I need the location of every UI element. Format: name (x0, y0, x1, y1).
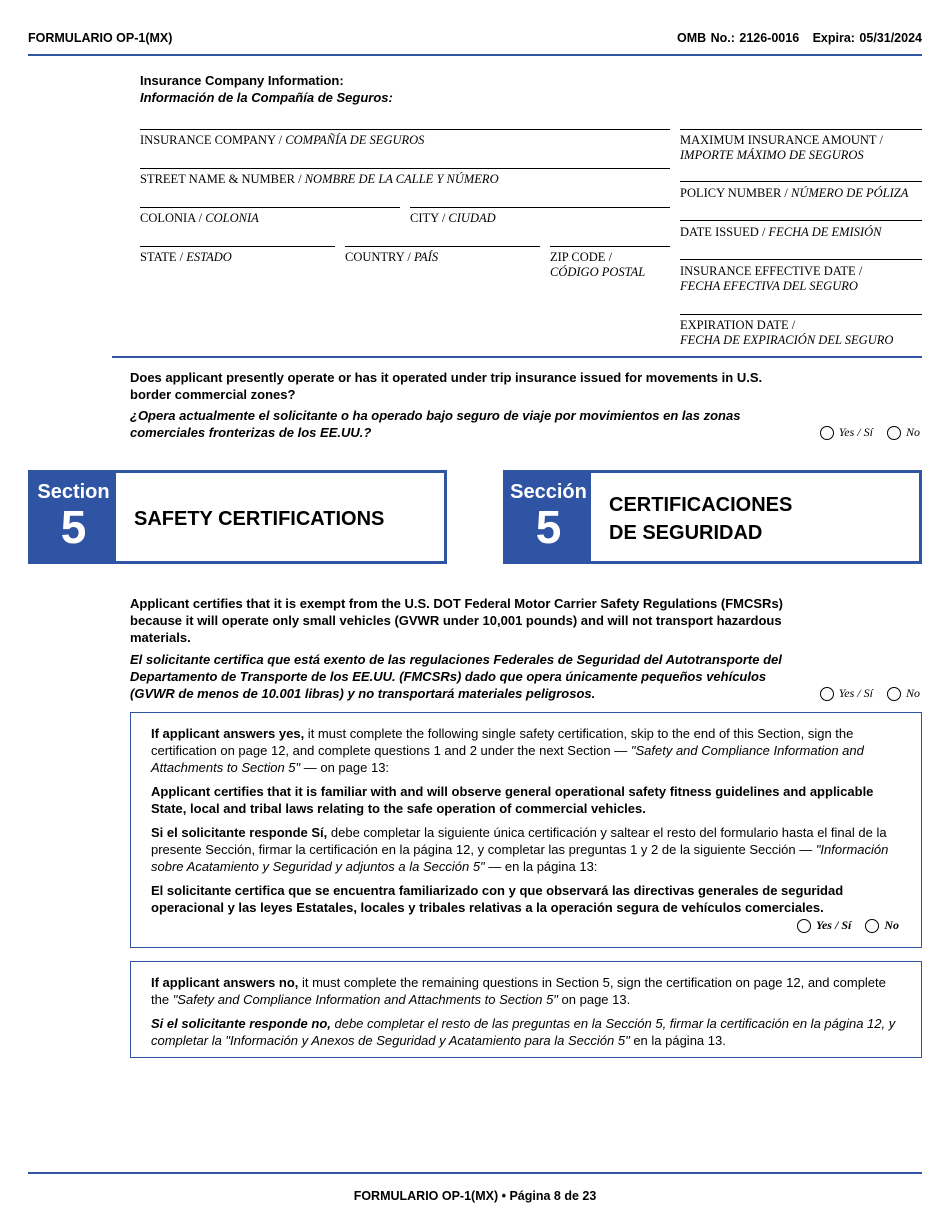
radio-icon[interactable] (887, 687, 901, 701)
section-title-es: CERTIFICACIONES DE SEGURIDAD (609, 494, 793, 544)
insurance-title (140, 72, 393, 106)
policy-label: POLICY NUMBER / NÚMERO DE PÓLIZA (680, 186, 909, 200)
no-box-p2: Si el solicitante responde no, debe completar el resto de las preguntas en la Sección 5, firmar la certificación en la página 12, y completar la "Información y Anexos de Seguridad y Acatamiento para la Sección 5" en la página 13. (151, 1016, 896, 1048)
date-issued-label: DATE ISSUED / FECHA DE EMISIÓN (680, 225, 882, 239)
exempt-question-en: Applicant certifies that it is exempt from the U.S. DOT Federal Motor Carrier Safety Regulations (FMCSRs) because it will operate only small vehicles (GVWR under 10,001 pounds) and will not transport hazardous materials. (130, 596, 784, 645)
effective-date-line[interactable] (680, 259, 922, 260)
trip-question-es: ¿Opera actualmente el solicitante o ha operado bajo seguro de viaje por movimientos en las zonas comerciales fronterizas de los EE.UU.? (130, 408, 741, 440)
colonia-label: COLONIA / COLONIA (140, 211, 259, 225)
section-tab-es (506, 473, 591, 561)
header-rule (28, 54, 922, 56)
max-amount-line[interactable] (680, 129, 922, 130)
insurance-divider (112, 356, 922, 358)
exempt-question-es: El solicitante certifica que está exento de las regulaciones Federales de Seguridad del Autotransporte del Departamento de Transporte de los EE.UU. (FMCSRs) dado que opera únicamente pequeños vehículos (GVWR de menos de 10.001 libras) y no transportará materiales peligrosos. (130, 652, 782, 701)
zip-line[interactable] (550, 246, 670, 247)
radio-icon[interactable] (820, 687, 834, 701)
company-line[interactable] (140, 129, 670, 130)
footer-rule (28, 1172, 922, 1174)
state-label: STATE / ESTADO (140, 250, 232, 264)
radio-icon[interactable] (797, 919, 811, 933)
street-line[interactable] (140, 168, 670, 169)
country-line[interactable] (345, 246, 540, 247)
section-header-en (28, 470, 447, 564)
street-label: STREET NAME & NUMBER / NOMBRE DE LA CALLE Y NÚMERO (140, 172, 499, 186)
insurance-title-en: Insurance Company Information: (140, 73, 344, 88)
yes-instructions-box (130, 712, 922, 948)
yes-box-p2: Applicant certifies that it is familiar with and will observe general operational safety fitness guidelines and applicable State, local and tribal laws relating to the safe operation of commercial vehicles. (151, 784, 874, 816)
company-label: INSURANCE COMPANY / COMPAÑÍA DE SEGUROS (140, 133, 425, 147)
section-word: Sección (510, 481, 587, 503)
zip-label: ZIP CODE / CÓDIGO POSTAL (550, 250, 646, 279)
exempt-yes-option[interactable]: Yes / Sí (820, 686, 873, 701)
section-number: 5 (535, 501, 562, 553)
trip-no-option[interactable]: No (887, 425, 920, 440)
exempt-question-radios (820, 686, 920, 701)
omb-number: OMB No.: 2126-0016 (676, 31, 800, 45)
colonia-line[interactable] (140, 207, 400, 208)
expiration-date-label: EXPIRATION DATE / FECHA DE EXPIRACIÓN DEL SEGURO (680, 318, 894, 347)
yes-box-p3: Si el solicitante responde Sí, debe completar la siguiente única certificación y saltear el resto del formulario hasta el final de la presente Sección, firmar la certificación en la página 12, y completar las preguntas 1 y 2 de la siguiente Sección — "Información sobre Acatamiento y Seguridad y adjuntos a la Sección 5" — en la página 13: (151, 825, 889, 874)
date-issued-line[interactable] (680, 220, 922, 221)
trip-yes-option[interactable]: Yes / Sí (820, 425, 873, 440)
cert-yes-option[interactable]: Yes / Sí (797, 917, 851, 934)
country-label: COUNTRY / PAÍS (345, 250, 439, 264)
expiration: Expira: 05/31/2024 (812, 31, 922, 45)
expiration-date-line[interactable] (680, 314, 922, 315)
no-box-p1: If applicant answers no, it must complete the remaining questions in Section 5, sign the certification on page 12, and complete the "Safety and Compliance Information and Attachments to Section 5" on page 13. (151, 975, 886, 1007)
omb-info (677, 31, 922, 45)
effective-date-label: INSURANCE EFFECTIVE DATE / FECHA EFECTIVA DEL SEGURO (680, 264, 863, 293)
section-header-es (503, 470, 922, 564)
city-line[interactable] (410, 207, 670, 208)
footer-text: FORMULARIO OP-1(MX) • Página 8 de 23 (353, 1189, 597, 1203)
trip-question-radios (820, 425, 920, 440)
section-number: 5 (60, 501, 87, 553)
policy-line[interactable] (680, 181, 922, 182)
section-tab-en (31, 473, 116, 561)
radio-icon[interactable] (865, 919, 879, 933)
city-label: CITY / CIUDAD (410, 211, 496, 225)
exempt-no-option[interactable]: No (887, 686, 920, 701)
section-title-en: SAFETY CERTIFICATIONS (134, 508, 385, 530)
state-line[interactable] (140, 246, 335, 247)
yes-box-p4: El solicitante certifica que se encuentra familiarizado con y que observará las directivas generales de seguridad operacional y las leyes Estatales, locales y tribales relativas a la operación segura de vehículos comerciales. (151, 883, 844, 915)
insurance-title-es: Información de la Compañía de Seguros: (140, 90, 393, 105)
cert-no-option[interactable]: No (865, 917, 899, 934)
max-amount-label: MAXIMUM INSURANCE AMOUNT / IMPORTE MÁXIMO DE SEGUROS (680, 133, 883, 162)
yes-box-p1: If applicant answers yes, it must complete the following single safety certification, skip to the end of this Section, sign the certification on page 12, and complete questions 1 and 2 under the next Section — "Safety and Compliance Information and Attachments to Section 5" — on page 13: (151, 726, 864, 775)
trip-question-en: Does applicant presently operate or has it operated under trip insurance issued for movements in U.S. border commercial zones? (130, 370, 763, 402)
no-instructions-box (130, 961, 922, 1058)
radio-icon[interactable] (820, 426, 834, 440)
radio-icon[interactable] (887, 426, 901, 440)
certification-radios (797, 917, 899, 934)
section-word: Section (37, 481, 110, 503)
form-id: FORMULARIO OP-1(MX) (28, 31, 173, 45)
